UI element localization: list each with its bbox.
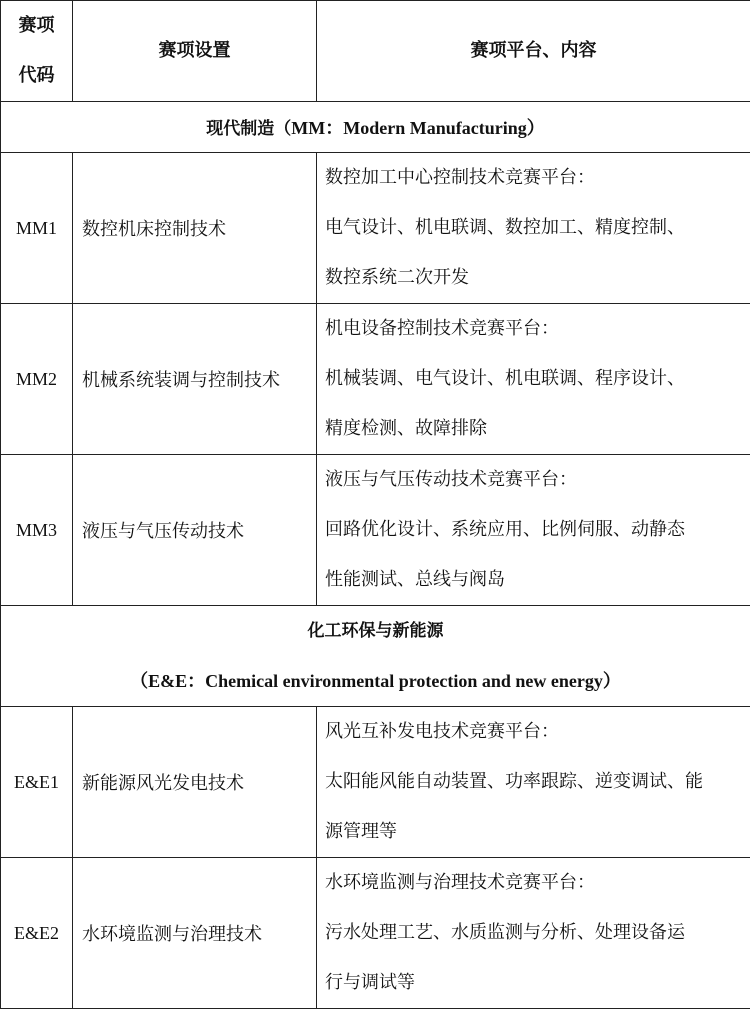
row-platform [317,304,750,455]
platform-line: 性能测试、总线与阀岛 [325,569,505,590]
header-row [1,1,750,102]
row-setting: 水环境监测与治理技术 [73,858,317,1009]
platform-line: 水环境监测与治理技术竞赛平台： [325,872,595,893]
platform-line: 电气设计、机电联调、数控加工、精度控制、 [325,217,685,238]
row-code: E&E2 [1,858,73,1009]
row-platform [317,455,750,606]
table-row [1,153,750,304]
row-code: MM2 [1,304,73,455]
table-row [1,858,750,1009]
table-row [1,455,750,606]
section-title [1,606,750,707]
platform-line: 污水处理工艺、水质监测与分析、处理设备运 [325,922,685,943]
platform-line: 液压与气压传动技术竞赛平台： [325,469,577,490]
platform-line: 回路优化设计、系统应用、比例伺服、动静态 [325,519,685,540]
row-platform [317,707,750,858]
platform-line: 太阳能风能自动装置、功率跟踪、逆变调试、能 [325,771,703,792]
platform-line: 机械装调、电气设计、机电联调、程序设计、 [325,368,685,389]
row-setting: 机械系统装调与控制技术 [73,304,317,455]
row-code: MM1 [1,153,73,304]
row-code: MM3 [1,455,73,606]
row-code: E&E1 [1,707,73,858]
header-code-line2: 代码 [18,65,55,86]
row-setting: 新能源风光发电技术 [73,707,317,858]
row-setting: 液压与气压传动技术 [73,455,317,606]
platform-line: 精度检测、故障排除 [325,418,487,439]
table-row [1,304,750,455]
row-platform [317,153,750,304]
platform-line: 数控系统二次开发 [325,267,469,288]
row-setting: 数控机床控制技术 [73,153,317,304]
header-code-line1: 赛项 [18,15,55,36]
platform-line: 风光互补发电技术竞赛平台： [325,721,559,742]
section-title-cn: 化工环保与新能源 [307,621,444,641]
platform-line: 源管理等 [325,821,397,842]
section-title-en: MM：Modern Manufacturing） [291,118,545,138]
section-title-en: （E&E：Chemical environmental protection and new energy） [130,671,621,691]
section-title [1,102,750,153]
header-platform: 赛项平台、内容 [317,1,750,102]
header-setting: 赛项设置 [73,1,317,102]
platform-line: 行与调试等 [325,972,415,993]
section-title-row [1,102,750,153]
section-title-row [1,606,750,707]
header-code [1,1,73,102]
table-row [1,707,750,858]
platform-line: 数控加工中心控制技术竞赛平台： [325,167,595,188]
row-platform [317,858,750,1009]
platform-line: 机电设备控制技术竞赛平台： [325,318,559,339]
section-title-cn: 现代制造（ [206,119,292,139]
